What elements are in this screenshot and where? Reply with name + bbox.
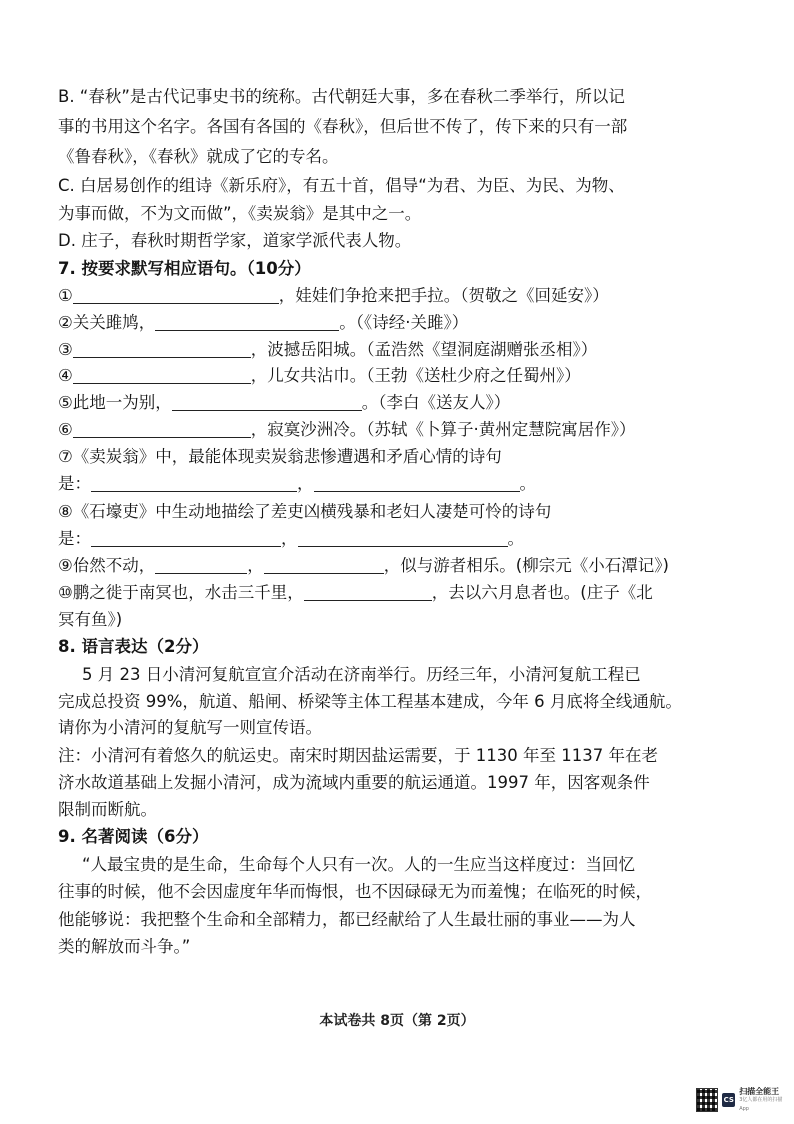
q7-heading: 7. 按要求默写相应语句。（10分） [58,259,311,278]
answer-blank[interactable] [314,473,520,492]
item-text: ， [281,529,298,548]
scanner-text [739,1087,788,1114]
item-number: ③ [58,340,73,359]
item-text: ⑨佁然不动， [58,556,156,575]
q8-para-line-3: 请你为小清河的复航写一则宣传语。 [58,718,322,737]
answer-blank[interactable] [73,419,251,438]
scanner-subtitle: 3亿人都在用的扫描App [739,1096,783,1112]
q7-item-5 [58,390,734,416]
item-text: ， [247,556,264,575]
q8-note-line-2: 济水故道基础上发掘小清河，成为流域内重要的航运通道。1997 年，因客观条件 [58,773,650,792]
q8-note-line-3: 限制而断航。 [58,800,157,819]
item-text: 是： [58,474,91,493]
q7-item-8-prompt: ⑧《石壕吏》中生动地描绘了差吏凶横残暴和老妇人凄楚可怜的诗句 [58,502,552,521]
answer-blank[interactable] [264,555,384,574]
q7-item-7-prompt: ⑦《卖炭翁》中，最能体现卖炭翁悲惨遭遇和矛盾心情的诗句 [58,447,502,466]
scanner-watermark [696,1085,788,1115]
q7-item-7-answer [58,471,734,497]
item-text: ， [297,474,314,493]
q7-item-6 [58,417,734,443]
camscanner-logo-icon: CS [722,1093,735,1107]
option-b-line-3: 《鲁春秋》，《春秋》就成了它的专名。 [58,147,339,166]
item-text: ，娃娃们争抢来把手拉。（贺敬之《回延安》） [278,286,609,305]
q7-item-1 [58,283,734,309]
answer-blank[interactable] [155,555,247,574]
item-text: 。（《诗经·关雎》） [339,313,469,332]
answer-blank[interactable] [91,528,281,547]
item-text: 。 [507,529,524,548]
qr-code-icon [696,1088,718,1112]
q8-heading: 8. 语言表达（2分） [58,637,209,656]
answer-blank[interactable] [73,285,279,304]
q7-item-8-answer [58,526,734,552]
q7-item-10 [58,580,734,606]
q7-item-3 [58,337,734,363]
option-d-line: D. 庄子，春秋时期哲学家，道家学派代表人物。 [58,231,412,250]
answer-blank[interactable] [298,528,508,547]
q8-para-line-2: 完成总投资 99%，航道、船闸、桥梁等主体工程基本建成，今年 6 月底将全线通航。 [58,692,682,711]
option-b-line-2: 事的书用这个名字。各国有各国的《春秋》，但后世不传了，传下来的只有一部 [58,117,628,136]
option-c-line-1: C. 白居易创作的组诗《新乐府》，有五十首，倡导“为君、为臣、为民、为物、 [58,176,625,195]
item-text: ⑤此地一为别， [58,393,172,412]
item-text: ，波撼岳阳城。（孟浩然《望洞庭湖赠张丞相》） [250,340,598,359]
q9-quote-line-4: 类的解放而斗争。” [58,937,191,956]
item-text: 。 [519,474,536,493]
q7-item-9 [58,553,734,579]
item-text: ，儿女共沾巾。（王勃《送杜少府之任蜀州》） [250,366,581,385]
q7-item-10-line-2: 冥有鱼》) [58,610,123,629]
item-text: 是： [58,529,91,548]
answer-blank[interactable] [91,473,297,492]
q9-heading: 9. 名著阅读（6分） [58,827,209,846]
item-number: ⑥ [58,420,73,439]
q9-quote-line-1: “人最宝贵的是生命，生命每个人只有一次。人的一生应当这样度过：当回忆 [82,855,636,874]
q9-quote-line-2: 往事的时候，他不会因虚度年华而悔恨，也不因碌碌无为而羞愧；在临死的时候， [58,882,652,901]
item-text: ②关关雎鸠， [58,313,156,332]
q9-quote-line-3: 他能够说：我把整个生命和全部精力，都已经献给了人生最壮丽的事业——为人 [58,910,636,929]
item-text: ，去以六月息者也。(庄子《北 [431,583,653,602]
q7-item-2 [58,310,734,336]
item-number: ④ [58,366,73,385]
q7-item-4 [58,363,734,389]
q8-note-line-1: 注：小清河有着悠久的航运史。南宋时期因盐运需要，于 1130 年至 1137 年在老 [58,746,658,765]
answer-blank[interactable] [73,365,251,384]
answer-blank[interactable] [155,312,339,331]
scanner-name: 扫描全能王 [739,1086,780,1096]
option-b-line-1: B. “春秋”是古代记事史书的统称。古代朝廷大事，多在春秋二季举行，所以记 [58,87,625,106]
item-text: 。（李白《送友人》） [361,393,511,412]
item-text: ，似与游者相乐。(柳宗元《小石潭记》) [383,556,669,575]
answer-blank[interactable] [73,339,251,358]
answer-blank[interactable] [304,582,432,601]
item-number: ① [58,286,73,305]
item-text: ⑩鹏之徙于南冥也，水击三千里， [58,583,304,602]
q8-para-line-1: 5 月 23 日小清河复航宣宣介活动在济南举行。历经三年，小清河复航工程已 [82,665,641,684]
item-text: ，寂寞沙洲冷。（苏轼《卜算子·黄州定慧院寓居作》） [250,420,636,439]
answer-blank[interactable] [172,392,362,411]
page-footer: 本试卷共 8页（第 2页） [319,1013,475,1029]
option-c-line-2: 为事而做，不为文而做”，《卖炭翁》是其中之一。 [58,204,422,223]
